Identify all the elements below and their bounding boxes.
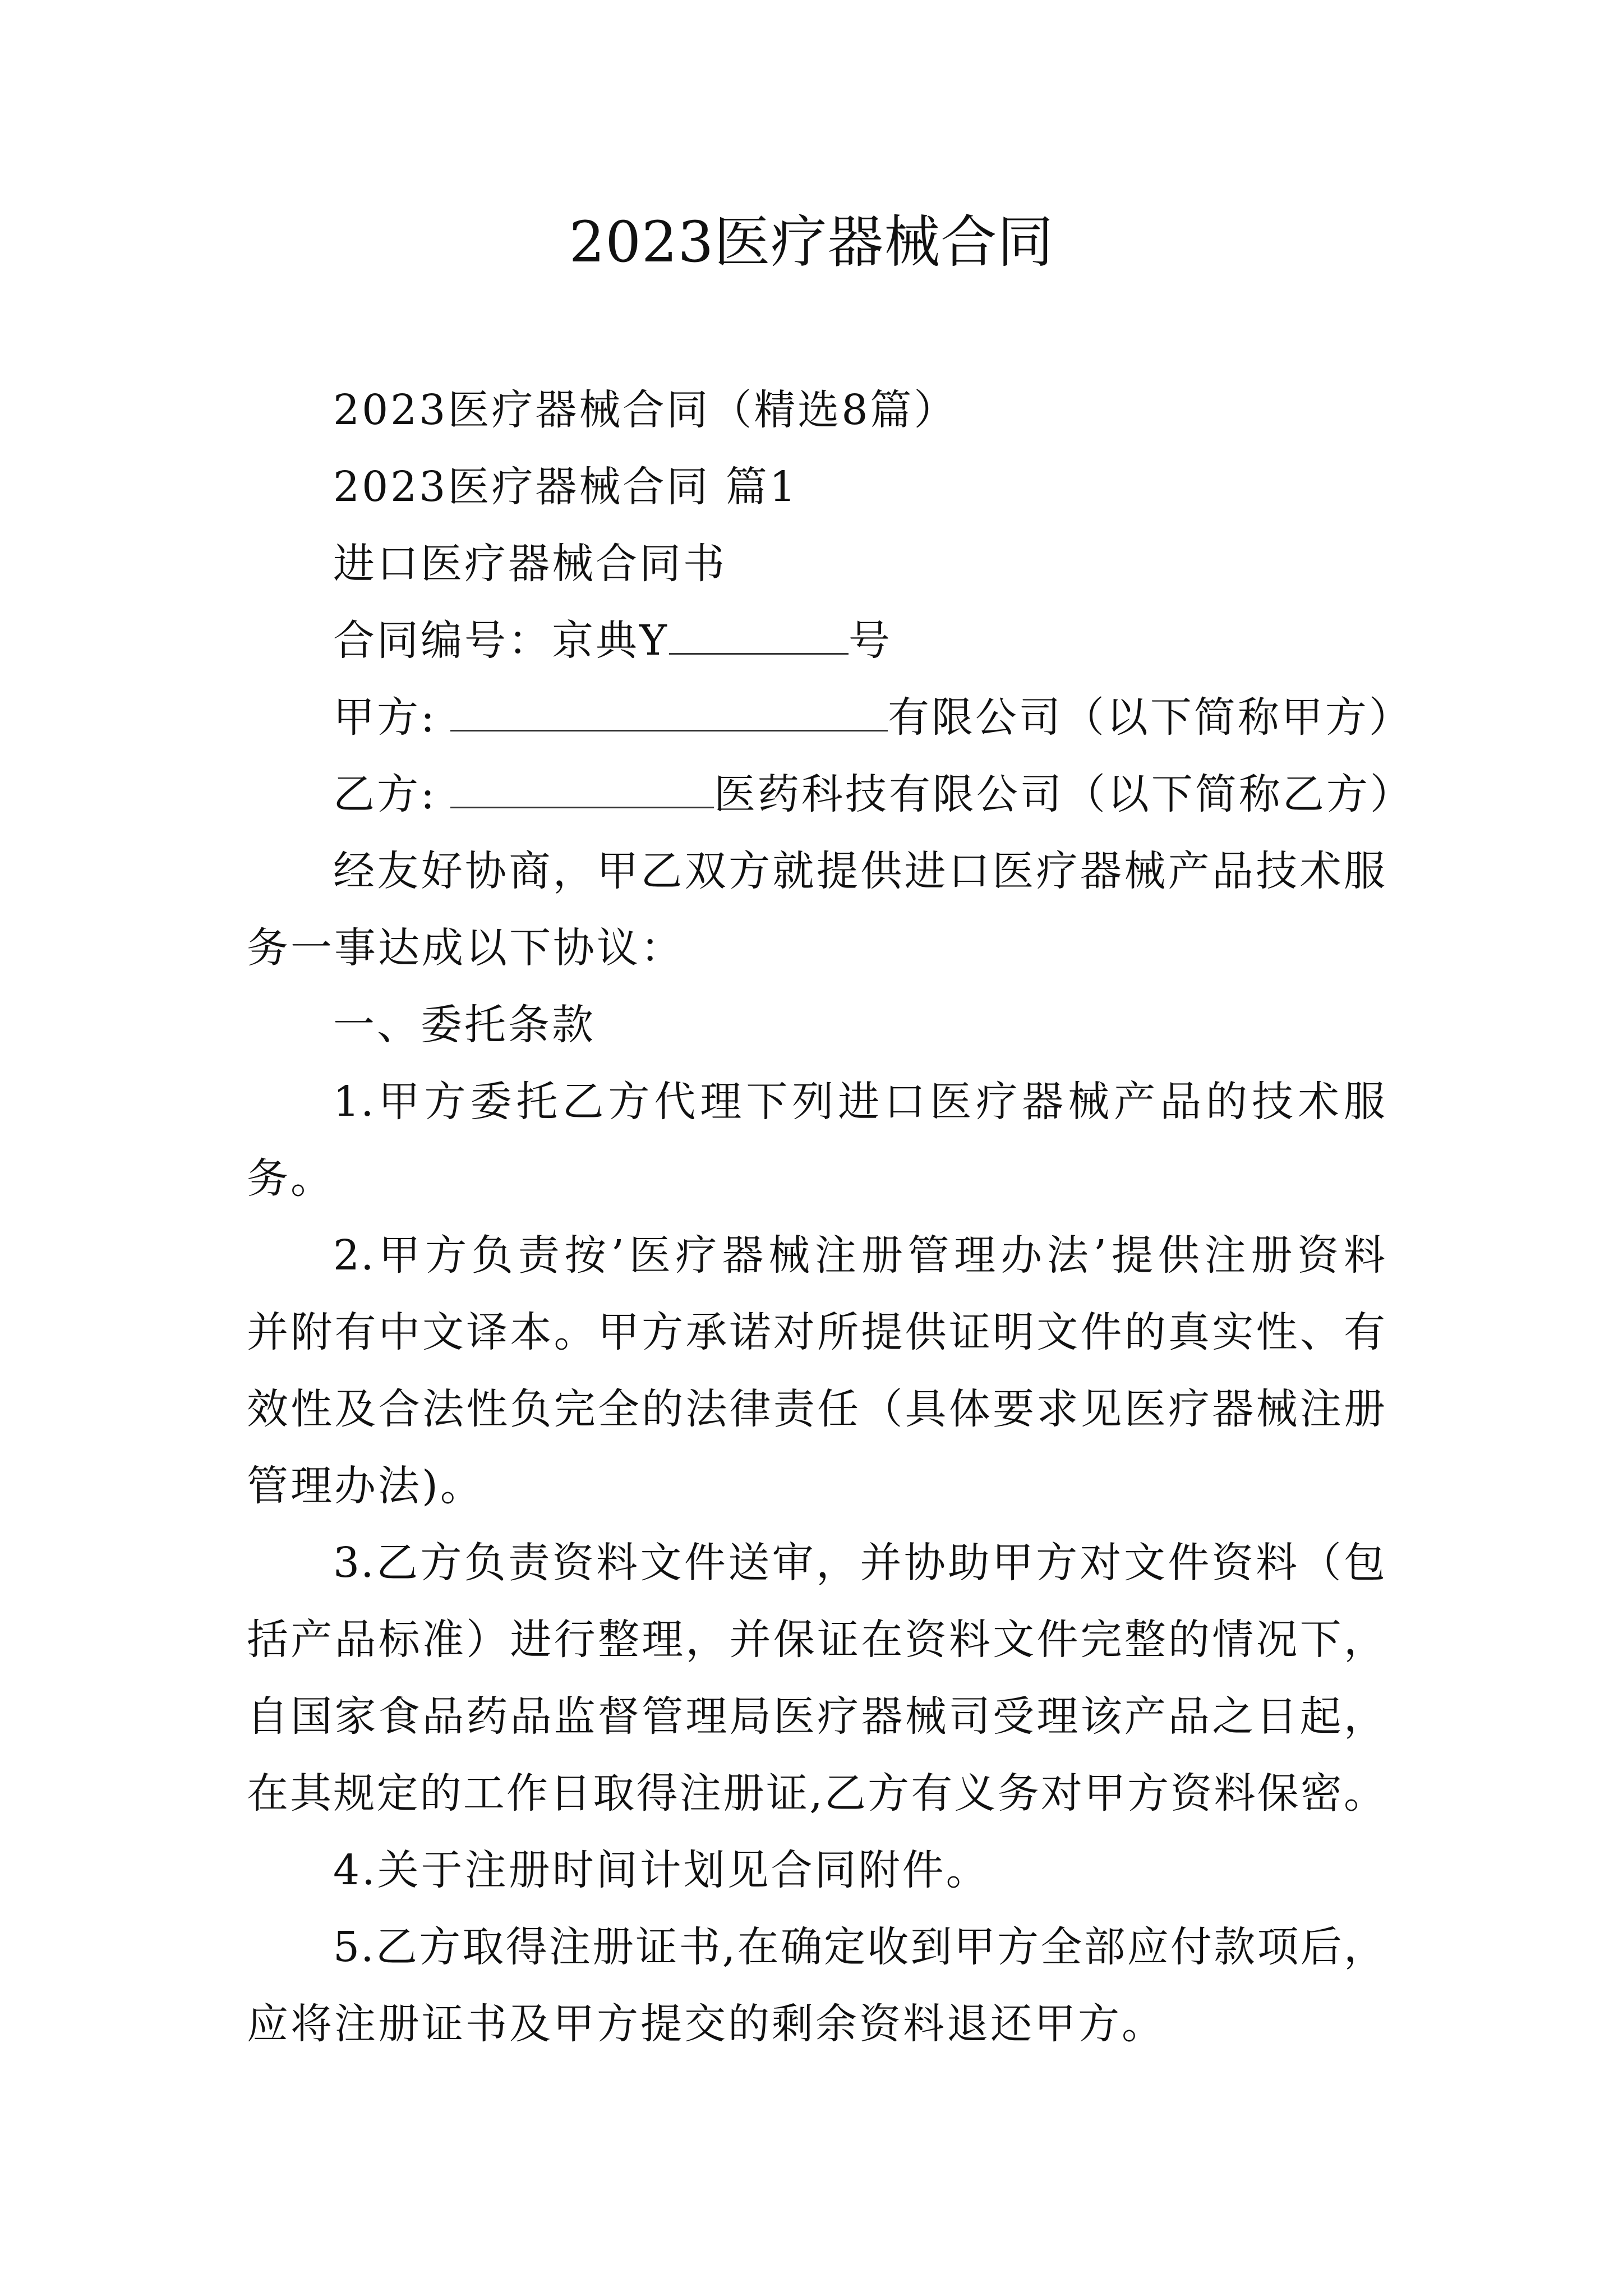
clause-3-line-1: 3.乙方负责资料文件送审，并协助甲方对文件资料（包 — [333, 1539, 1386, 1587]
clause-2-line-3: 效性及合法性负完全的法律责任（具体要求见医疗器械注册 — [247, 1385, 1386, 1433]
clause-3-line-2: 括产品标准）进行整理，并保证在资料文件完整的情况下， — [247, 1616, 1386, 1664]
clause-1-line-1: 1.甲方委托乙方代理下列进口医疗器械产品的技术服 — [333, 1078, 1386, 1126]
subtitle-line: 2023医疗器械合同（精选8篇） — [333, 386, 958, 434]
section-heading: 一、委托条款 — [333, 1001, 596, 1049]
party-a-line — [333, 692, 1413, 743]
clause-2-line-1: 2.甲方负责按’医疗器械注册管理办法’提供注册资料 — [333, 1231, 1386, 1280]
intro-line-1: 经友好协商，甲乙双方就提供进口医疗器械产品技术服 — [333, 847, 1386, 895]
clause-4-line-1: 4.关于注册时间计划见合同附件。 — [333, 1846, 990, 1894]
contract-name: 进口医疗器械合同书 — [333, 540, 727, 588]
contract-number-line — [333, 615, 892, 666]
clause-2-line-2: 并附有中文译本。甲方承诺对所提供证明文件的真实性、有 — [247, 1308, 1386, 1356]
clause-3-line-3: 自国家食品药品监督管理局医疗器械司受理该产品之日起， — [247, 1692, 1386, 1741]
intro-line-2: 务一事达成以下协议： — [247, 924, 684, 972]
clause-2-line-4: 管理办法)。 — [247, 1462, 484, 1510]
chapter-heading: 2023医疗器械合同 篇1 — [333, 463, 798, 511]
party-a-blank — [450, 693, 888, 731]
party-b-suffix: 医药科技有限公司（以下简称乙方） — [713, 770, 1414, 818]
clause-5-line-2: 应将注册证书及甲方提交的剩余资料退还甲方。 — [247, 2000, 1165, 2048]
party-b-label: 乙方: — [333, 770, 437, 818]
clause-1-line-2: 务。 — [247, 1154, 334, 1203]
contract-number-suffix: 号 — [848, 616, 892, 665]
party-b-line — [333, 769, 1414, 820]
document-title: 2023医疗器械合同 — [569, 209, 1054, 275]
contract-number-blank — [669, 616, 849, 655]
party-a-suffix: 有限公司（以下简称甲方） — [887, 693, 1413, 742]
contract-number-label: 合同编号：京典Y — [333, 616, 669, 665]
party-a-label: 甲方: — [333, 693, 437, 742]
party-b-blank — [450, 770, 714, 808]
clause-3-line-4: 在其规定的工作日取得注册证,乙方有义务对甲方资料保密。 — [247, 1769, 1386, 1818]
clause-5-line-1: 5.乙方取得注册证书,在确定收到甲方全部应付款项后， — [333, 1923, 1386, 1971]
